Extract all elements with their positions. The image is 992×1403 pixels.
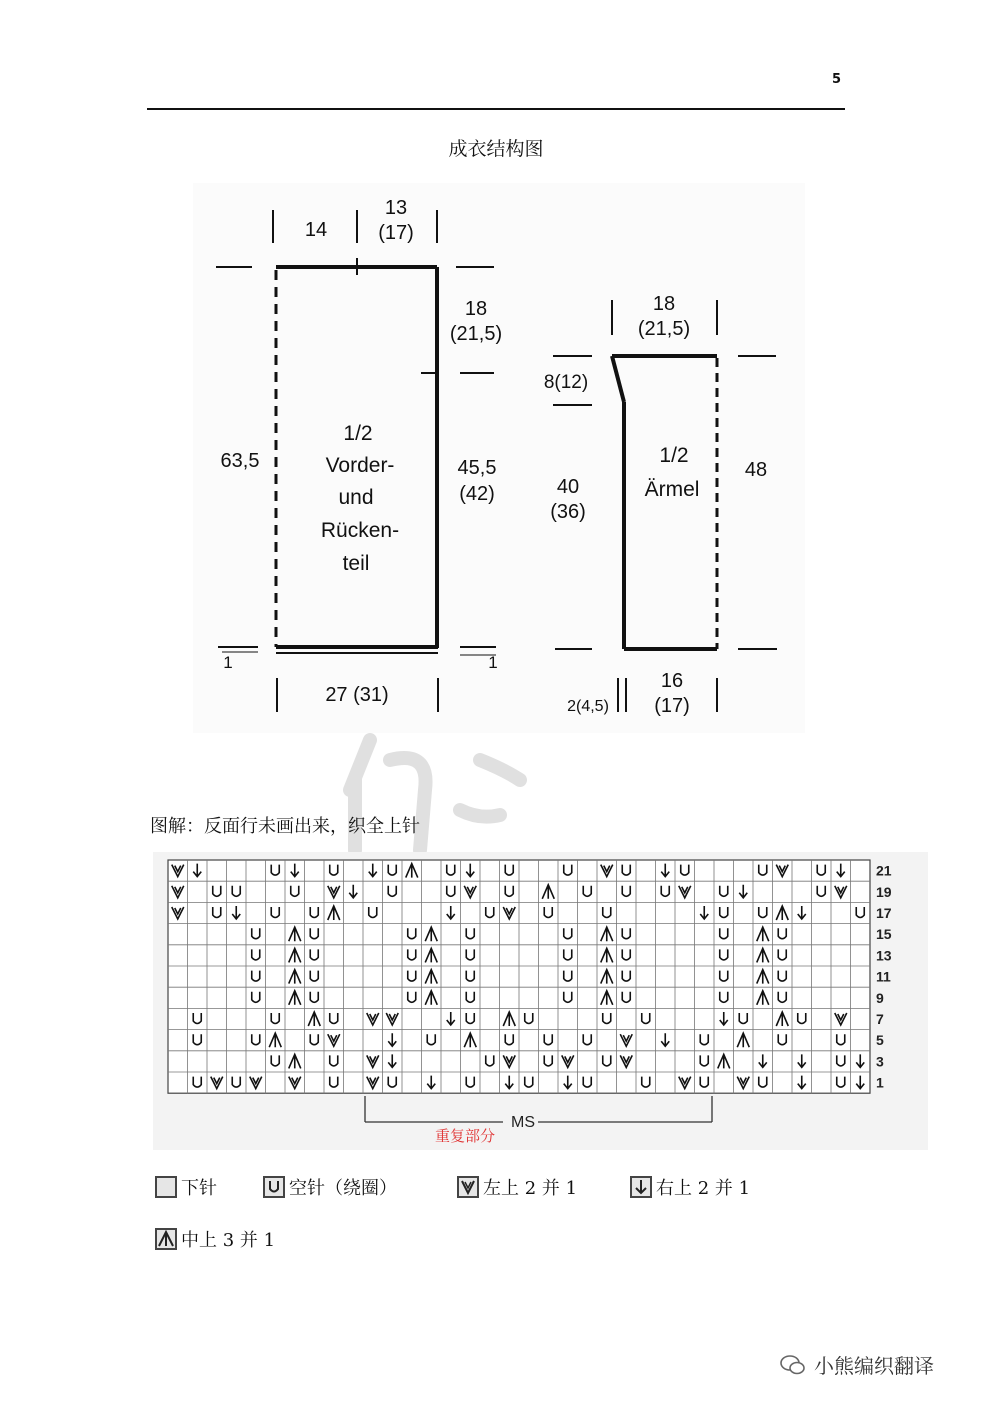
wechat-icon [780, 1354, 806, 1376]
body-width-top-right-1: 13 [384, 197, 408, 219]
svg-text:1/2: 1/2 [659, 444, 689, 467]
body-width-top-left: 14 [304, 219, 328, 241]
sleeve-top-width-1: 18 [652, 293, 676, 315]
legend-yarn-over [263, 1174, 397, 1200]
cdd-center-icon [155, 1228, 177, 1250]
chart-row-number: 15 [876, 926, 892, 943]
yarn-over-icon [263, 1176, 285, 1198]
stitch-chart [153, 852, 928, 1150]
sleeve-seam-1: 40 [556, 476, 580, 498]
knit-square-icon [155, 1176, 177, 1198]
chart-row-number: 17 [876, 905, 892, 921]
body-width-top-right-2: (17) [378, 222, 414, 244]
footer-brand [780, 1350, 934, 1379]
body-armhole-1: 18 [464, 298, 488, 320]
sleeve-piece-outline [612, 356, 717, 649]
sleeve-total-length: 48 [744, 459, 768, 481]
footer-brand-text: 小熊编织翻译 [814, 1354, 934, 1378]
legend-yarn-over-label: 空针（绕圈） [289, 1178, 397, 1199]
legend-ssk-right-label: 右上 2 并 1 [656, 1178, 751, 1199]
body-armhole-2: (21,5) [449, 323, 503, 345]
sleeve-seam-2: (36) [550, 501, 586, 523]
legend-cdd-center [155, 1226, 275, 1252]
svg-text:Ärmel: Ärmel [644, 478, 700, 501]
page-number: 5 [832, 72, 842, 87]
bear-watermark [330, 730, 540, 860]
body-hem-right: 1 [488, 653, 498, 672]
body-width-bottom: 27 (31) [325, 684, 389, 706]
ssk-right-icon [630, 1176, 652, 1198]
ms-label: MS [511, 1114, 535, 1131]
chart-row-number: 1 [876, 1074, 884, 1091]
page-title: 成衣结构图 [448, 138, 544, 160]
chart-caption: 图解：反面行未画出来，织全上针 [150, 816, 420, 837]
sleeve-top-width-2: (21,5) [637, 318, 691, 340]
repeat-bracket [365, 1096, 712, 1122]
legend-ssk-right [630, 1174, 750, 1200]
chart-row-number: 21 [876, 862, 892, 879]
repeat-label: 重复部分 [435, 1127, 496, 1145]
sleeve-bottom-width-1: 16 [660, 670, 684, 692]
body-hem-left: 1 [223, 653, 233, 672]
sleeve-cap-height: 8(12) [543, 372, 589, 393]
body-side-length-1: 45,5 [457, 457, 497, 479]
chart-row-number: 3 [876, 1053, 884, 1070]
legend-k2tog-left [457, 1174, 577, 1200]
chart-row-number: 19 [876, 883, 892, 900]
legend-k2tog-left-label: 左上 2 并 1 [483, 1178, 578, 1199]
chart-row-number: 13 [876, 947, 892, 964]
k2tog-left-icon [457, 1176, 479, 1198]
legend-knit-label: 下针 [181, 1178, 217, 1199]
legend-knit [155, 1174, 217, 1200]
svg-text:Rücken-: Rücken- [320, 519, 400, 542]
chart-row-number: 11 [876, 968, 891, 985]
svg-text:1/2: 1/2 [343, 422, 373, 445]
chart-row-number: 5 [876, 1032, 884, 1049]
sleeve-cuff: 2(4,5) [567, 698, 609, 715]
body-total-length: 63,5 [220, 450, 260, 472]
svg-text:teil: teil [342, 552, 370, 575]
svg-text:und: und [338, 486, 374, 509]
sleeve-piece-label [645, 444, 700, 501]
body-side-length-2: (42) [459, 483, 495, 505]
sleeve-bottom-width-2: (17) [654, 695, 690, 717]
legend-cdd-center-label: 中上 3 并 1 [181, 1230, 276, 1251]
chart-row-number: 7 [876, 1011, 884, 1027]
chart-row-number: 9 [876, 989, 884, 1006]
body-piece-label [321, 422, 399, 575]
svg-text:Vorder-: Vorder- [325, 454, 395, 477]
